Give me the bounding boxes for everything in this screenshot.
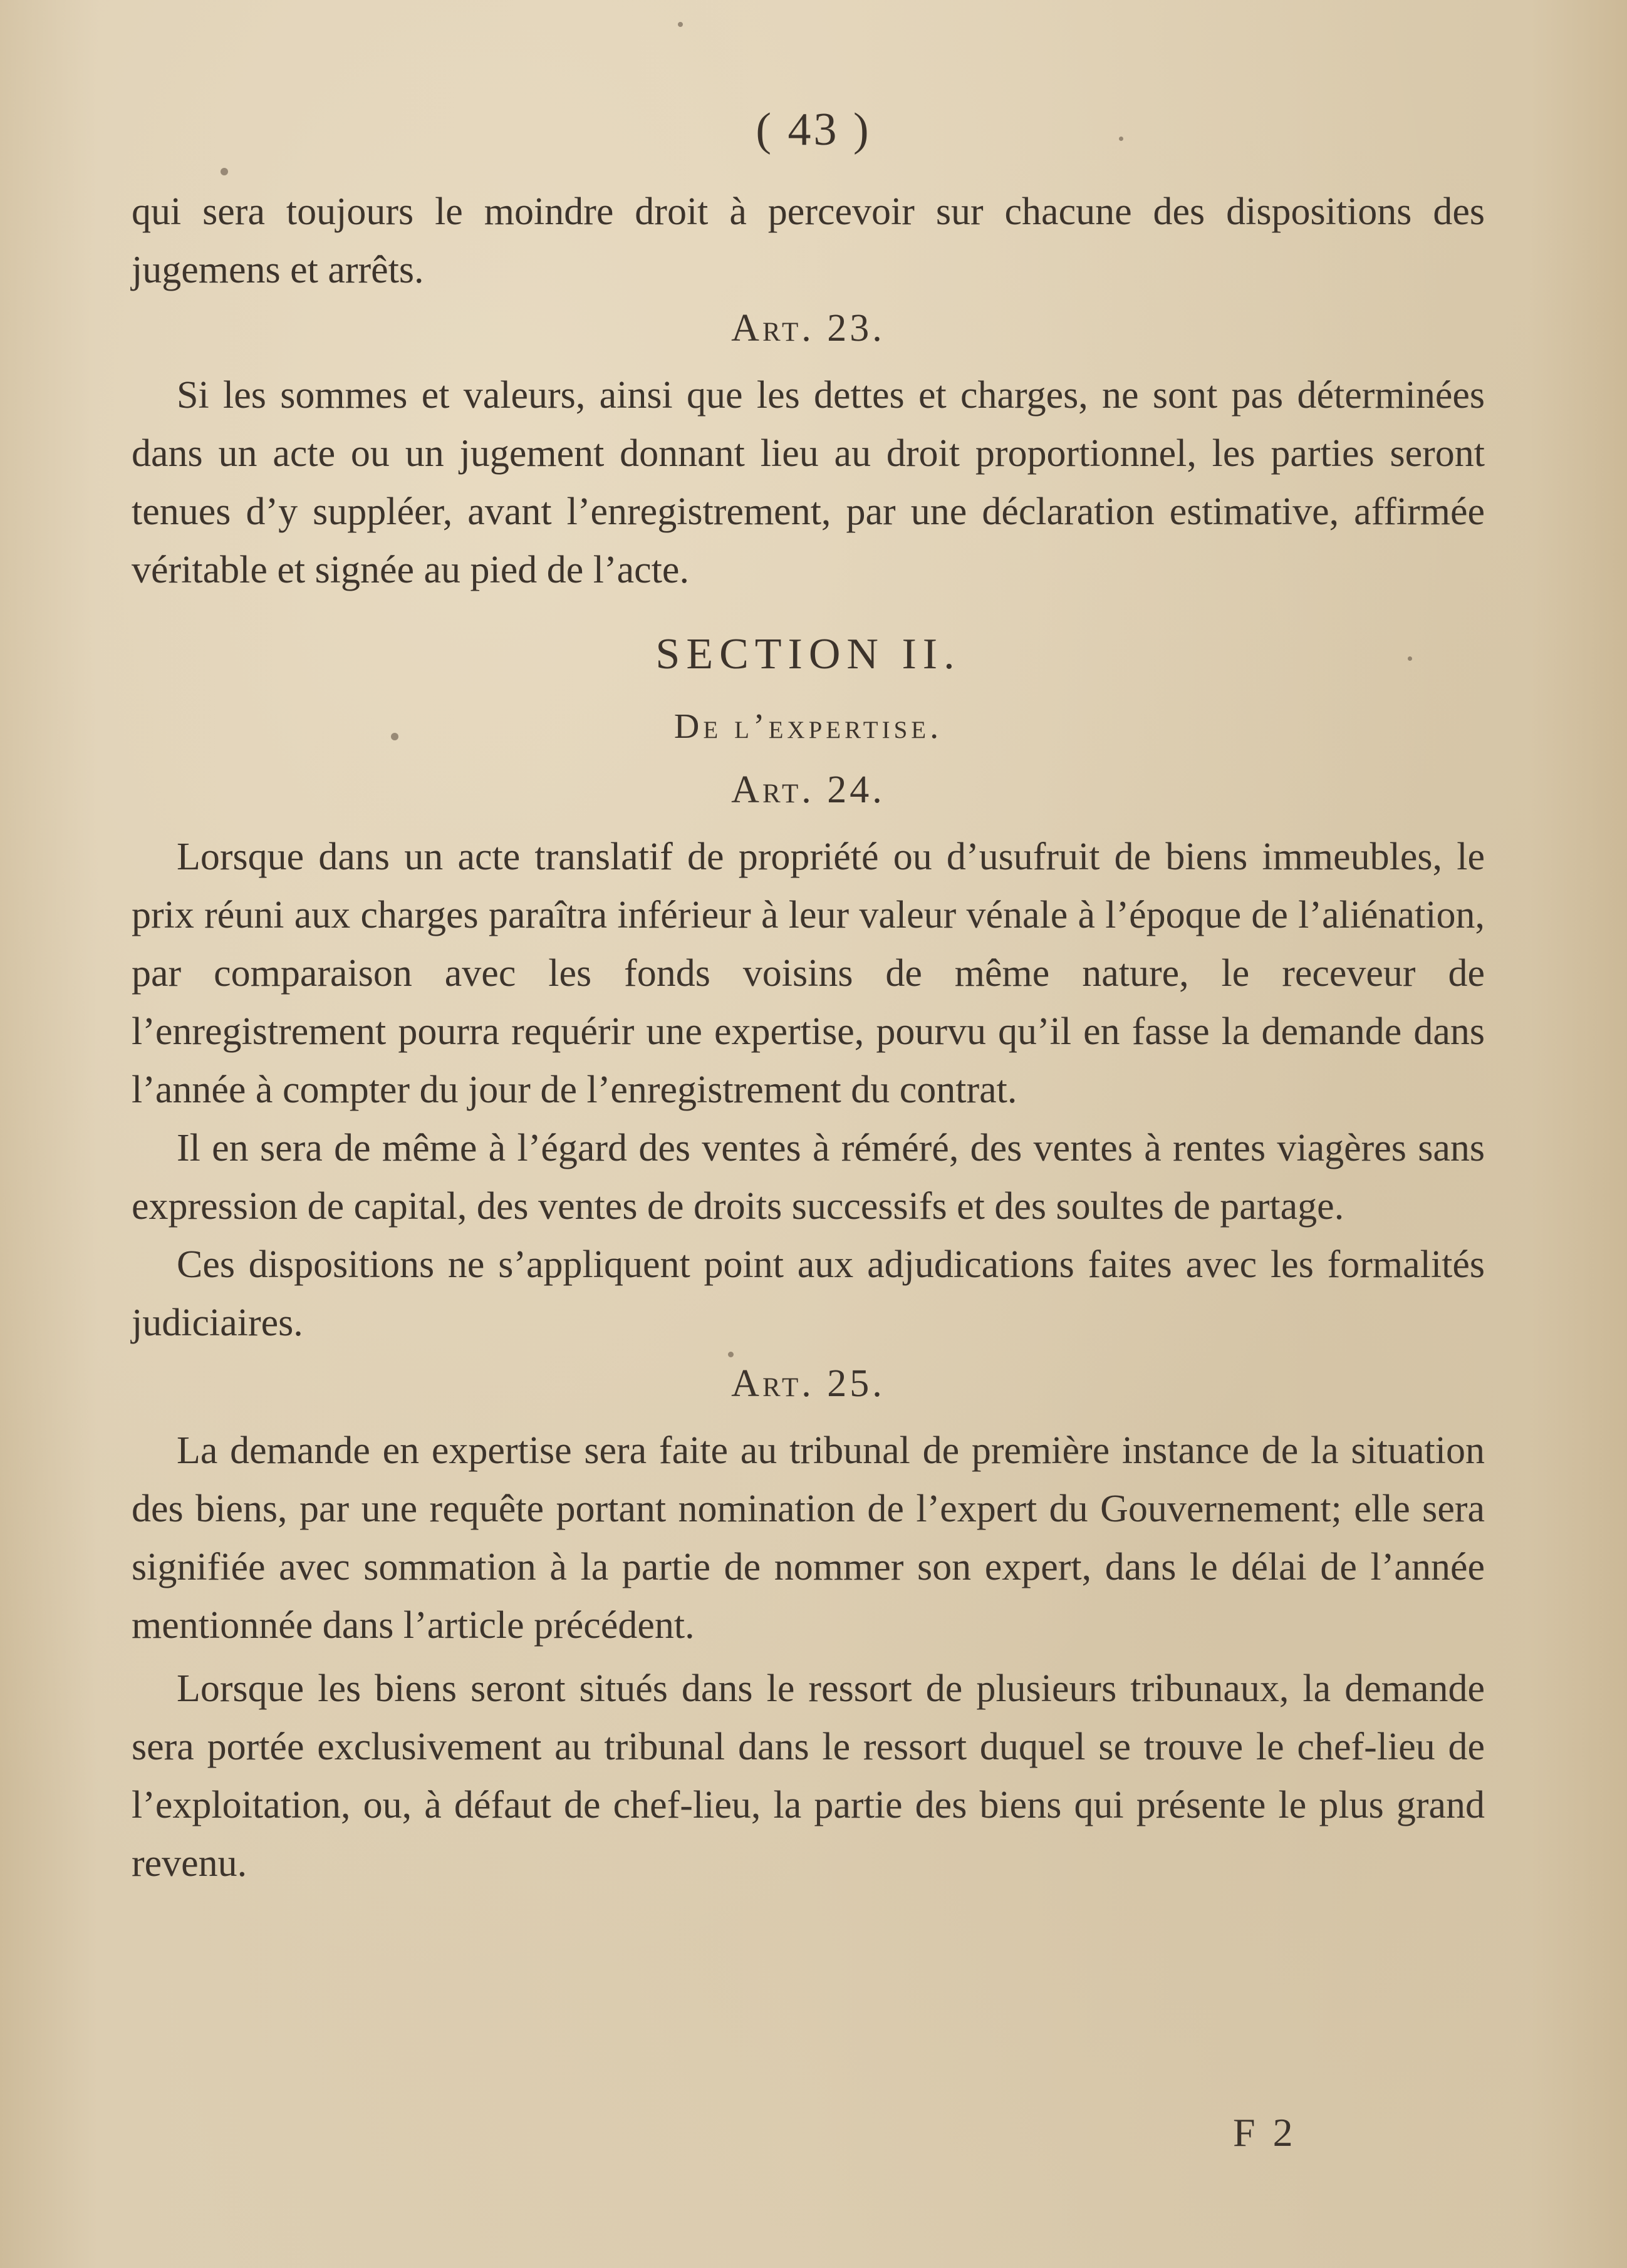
page-number: ( 43 ) bbox=[756, 104, 871, 155]
article-23-heading: Art. 23. bbox=[731, 307, 885, 350]
signature-mark: F 2 bbox=[1233, 2110, 1297, 2155]
paper-speck bbox=[221, 168, 228, 175]
article-25-paragraph-1: La demande en expertise sera faite au tribunal de première instance de la situation des biens, par une requête portant nomination de l’expert du Gouvernement; elle sera signifiée avec sommation à la partie de nommer son expert, dans le délai de l’année mentionnée dans l’article précédent. bbox=[132, 1429, 1485, 1647]
article-23-paragraph: Si les sommes et valeurs, ainsi que les dettes et charges, ne sont pas déterminées dans un acte ou un jugement donnant lieu au droit proportionnel, les parties seront tenues d’y suppléer, avant l’enregistrement, par une déclaration estimative, affirmée véritable et signée au pied de l’acte. bbox=[132, 374, 1485, 591]
paper-speck bbox=[1408, 656, 1412, 661]
article-24-paragraph-3: Ces dispositions ne s’appliquent point aux adjudications faites avec les formalités judiciaires. bbox=[132, 1243, 1485, 1344]
article-24-paragraph-1: Lorsque dans un acte translatif de propriété ou d’usufruit de biens immeubles, le prix réuni aux charges paraîtra inférieur à leur valeur vénale à l’époque de l’aliénation, par comparaison avec les fonds voisins de même nature, le receveur de l’enregistrement pourra requérir une expertise, pourvu qu’il en fasse la demande dans l’année à compter du jour de l’enregistrement du contrat. bbox=[132, 836, 1485, 1111]
article-24-heading: Art. 24. bbox=[731, 769, 885, 811]
page-body bbox=[132, 183, 1485, 1893]
paper-speck bbox=[1119, 137, 1123, 141]
section-title: SECTION II. bbox=[655, 630, 961, 678]
paper-speck bbox=[728, 1352, 734, 1357]
article-25-paragraph-2: Lorsque les biens seront situés dans le ressort de plusieurs tribunaux, la demande sera portée exclusivement au tribunal dans le ressort duquel se trouve le chef-lieu de l’exploitation, ou, à défaut de chef-lieu, la partie des biens qui présente le plus grand revenu. bbox=[132, 1667, 1485, 1885]
paper-speck bbox=[678, 22, 683, 27]
article-24-paragraph-2: Il en sera de même à l’égard des ventes à réméré, des ventes à rentes viagères sans expression de capital, des ventes de droits successifs et des soultes de partage. bbox=[132, 1127, 1485, 1228]
paper-speck bbox=[391, 733, 398, 740]
article-25-heading: Art. 25. bbox=[731, 1362, 885, 1405]
continuation-paragraph: qui sera toujours le moindre droit à percevoir sur chacune des dispositions des jugemens et arrêts. bbox=[132, 190, 1485, 291]
section-subtitle: De l’expertise. bbox=[673, 707, 943, 746]
